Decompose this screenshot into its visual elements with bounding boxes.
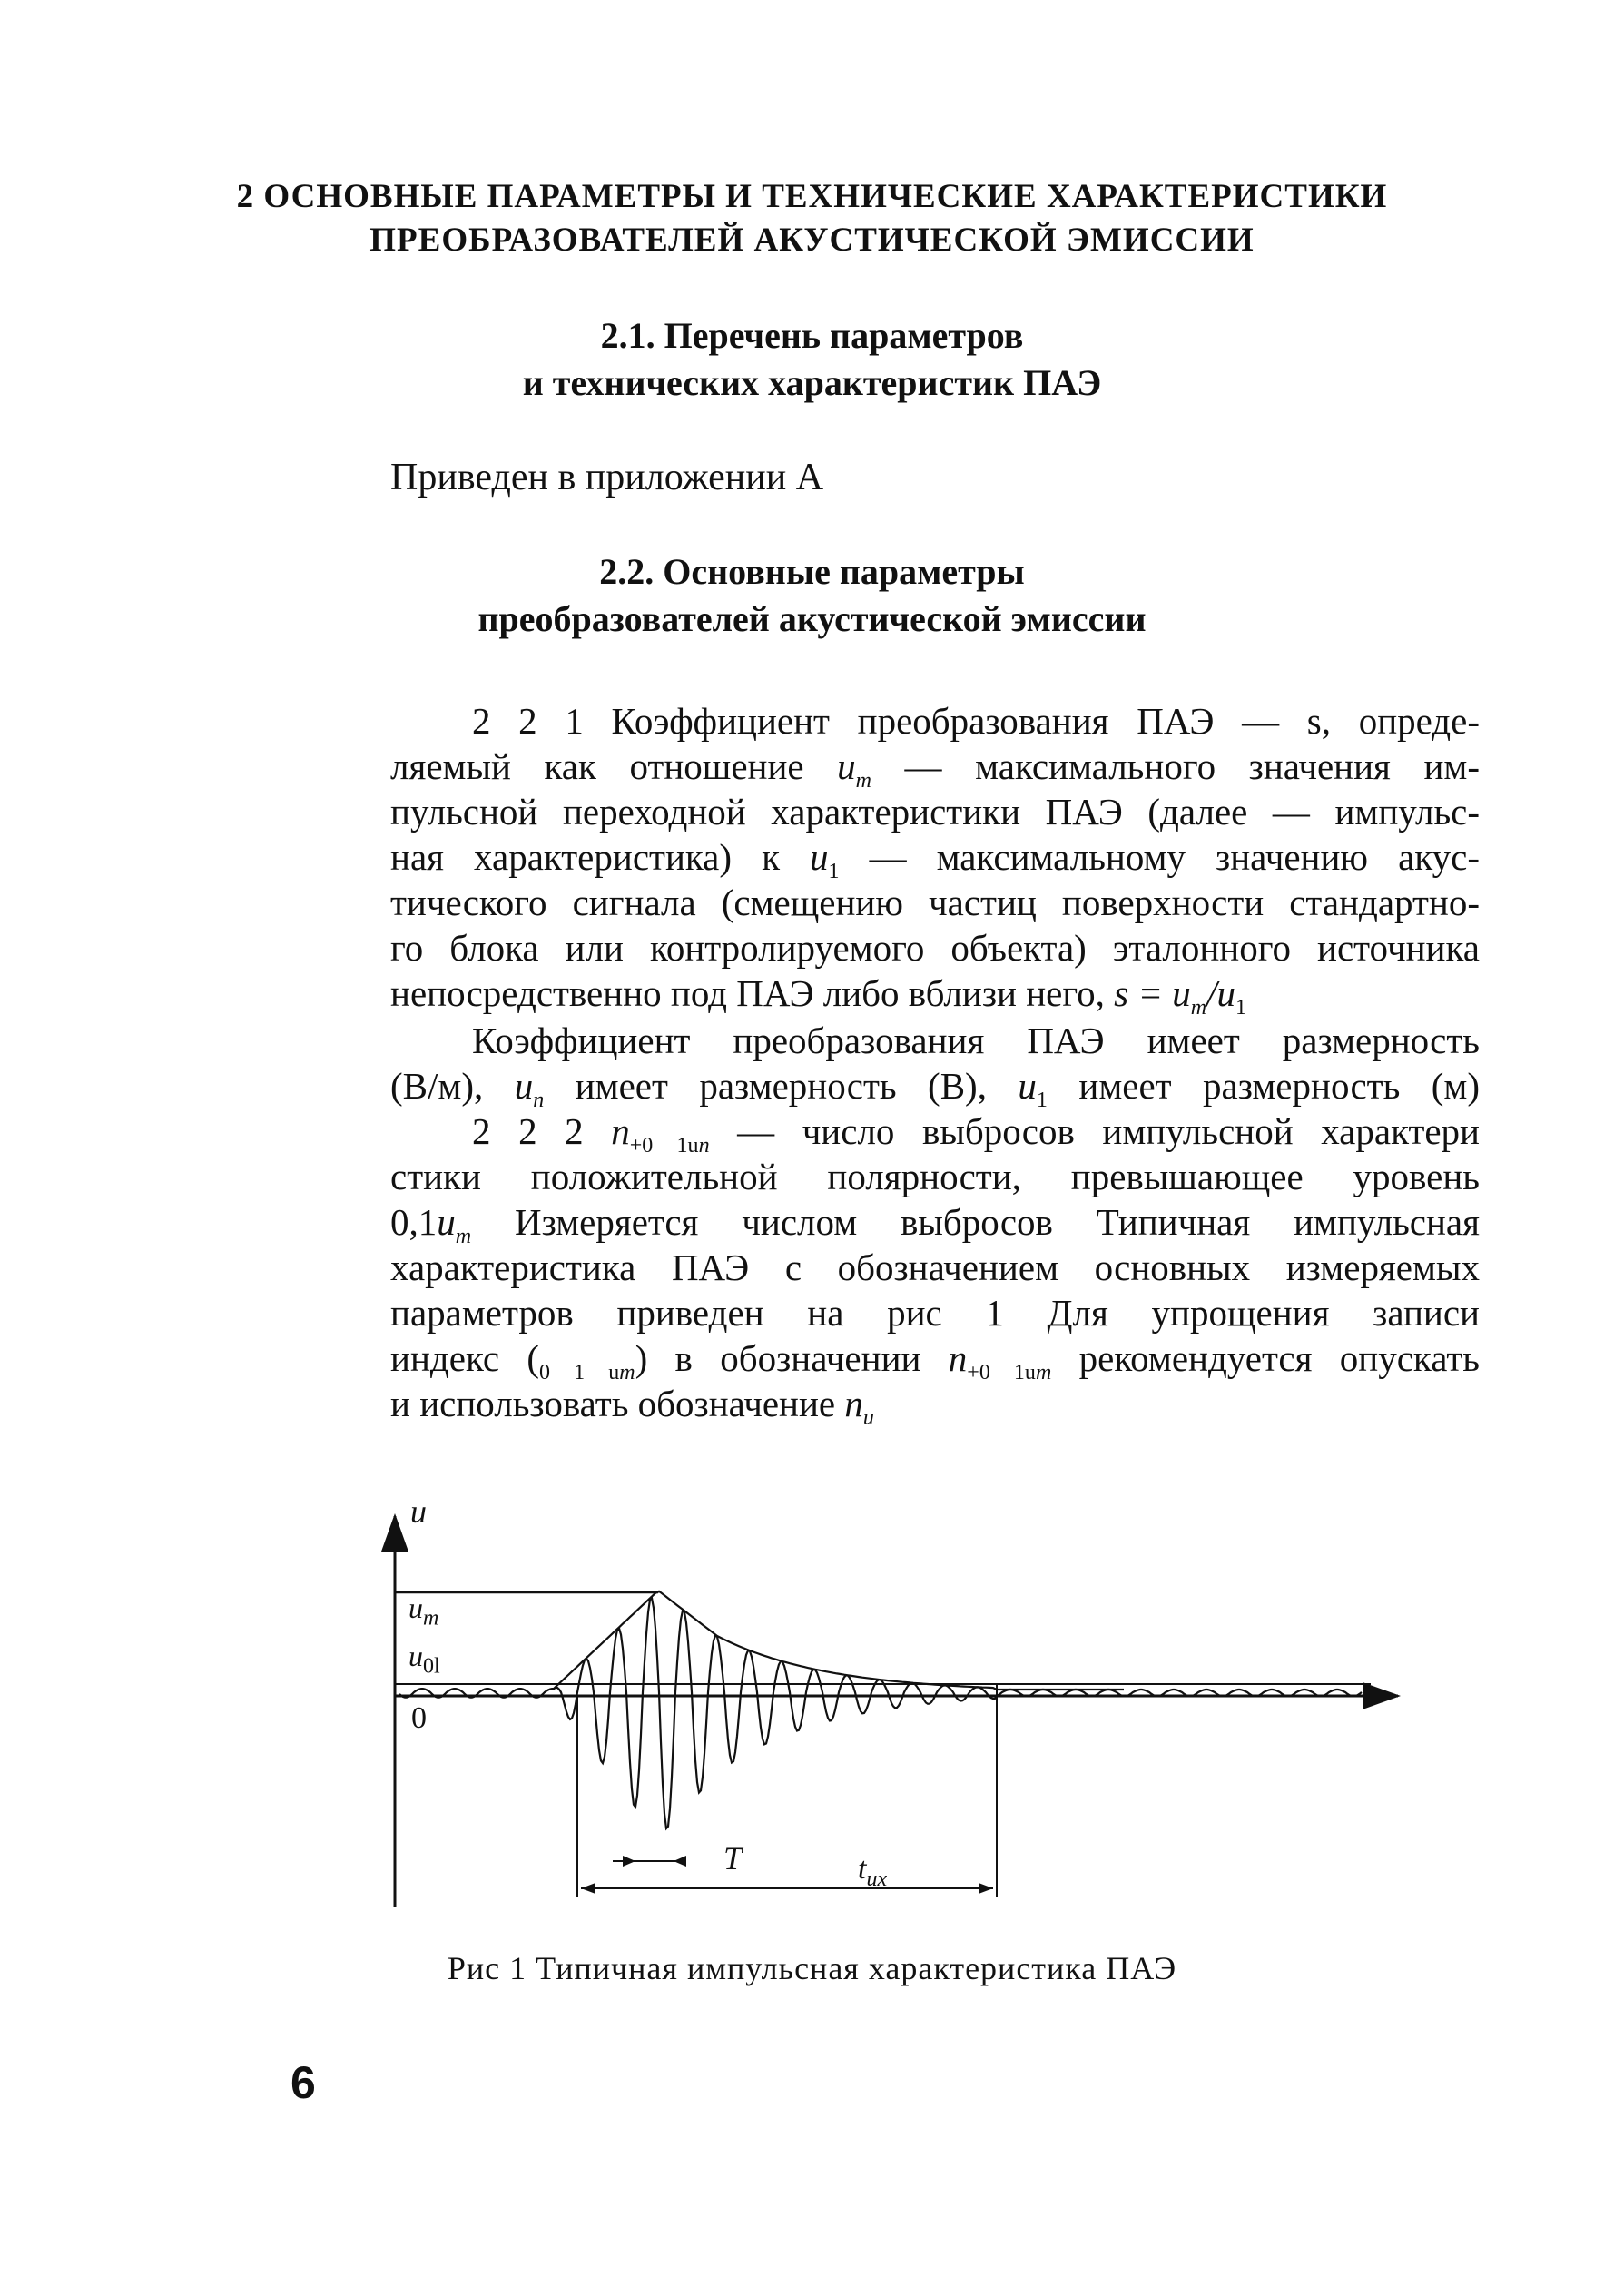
para-221-line6: го блока или контролируемого объекта) эталонного источника xyxy=(390,927,1480,969)
para-221-line3: пульсной переходной характеристики ПАЭ (далее — импульс- xyxy=(390,791,1480,833)
section-2-2-title-line1: 2.2. Основные параметры xyxy=(599,551,1025,592)
para-221-line5: тического сигнала (смещению частиц поверхности стандартно- xyxy=(390,882,1480,923)
para-221b-line1: Коэффициент преобразования ПАЭ имеет размерность xyxy=(472,1020,1480,1061)
para-222-line6: индекс $(_{0 1 um})$ в обозначении $n_{+0 1um}$ рекомендуется опускать xyxy=(390,1337,1480,1385)
section-2-2-title-line2: преобразователей акустической эмиссии xyxy=(477,598,1147,639)
figure-caption: Рис 1 Типичная импульсная характеристика ПАЭ xyxy=(447,1950,1177,1986)
duration-label: $t_{их}$ xyxy=(858,1852,888,1891)
page-number: 6 xyxy=(290,2057,316,2108)
impulse-signal-waveform xyxy=(399,1598,1362,1828)
para-222-line3: $0,1u_m$ Измеряется числом выбросов Типичная импульсная xyxy=(390,1201,1480,1249)
y-axis-label: u xyxy=(410,1493,427,1530)
para-222-line7: и использовать обозначение $n_u$ xyxy=(390,1383,874,1431)
u01-label: $u_{0l}$ xyxy=(408,1640,440,1679)
para-221-line2: ляемый как отношение $u_m$ — максимального значения им- xyxy=(390,745,1480,793)
para-221b-line2: (В/м), $u_п$ имеет размерность (В), $u_1$ имеет размерность (м) xyxy=(390,1065,1480,1113)
signal-envelope xyxy=(554,1591,1124,1690)
section-2-1-title-line1: 2.1. Перечень параметров xyxy=(600,315,1024,356)
chapter-title-line2: ПРЕОБРАЗОВАТЕЛЕЙ АКУСТИЧЕСКОЙ ЭМИССИИ xyxy=(369,222,1255,259)
para-221-line1: 2 2 1 Коэффициент преобразования ПАЭ — s, опреде- xyxy=(472,700,1480,742)
para-221-line7: непосредственно под ПАЭ либо вблизи него, $s = u_m/u_1$ xyxy=(390,972,1247,1020)
para-222-line5: параметров приведен на рис 1 Для упрощения записи xyxy=(390,1292,1480,1334)
section-2-1-text: Приведен в приложении А xyxy=(390,457,824,498)
para-222-line2: стики положительной полярности, превышающее уровень xyxy=(390,1156,1480,1197)
period-label: T xyxy=(723,1840,743,1877)
section-2-1-title-line2: и технических характеристик ПАЭ xyxy=(522,362,1102,403)
para-222-line4: характеристика ПАЭ с обозначением основных измеряемых xyxy=(390,1246,1480,1288)
um-label: $u_m$ xyxy=(408,1591,439,1631)
para-221-line4: ная характеристика) к $u_1$ — максимальному значению акус- xyxy=(390,836,1480,884)
chapter-title-line1: 2 ОСНОВНЫЕ ПАРАМЕТРЫ И ТЕХНИЧЕСКИЕ ХАРАКТЕРИСТИКИ xyxy=(236,178,1388,215)
zero-label: 0 xyxy=(411,1701,427,1735)
para-222-line1: 2 2 2 $n_{+0 1uп}$ — число выбросов импульсной характери xyxy=(472,1110,1481,1158)
